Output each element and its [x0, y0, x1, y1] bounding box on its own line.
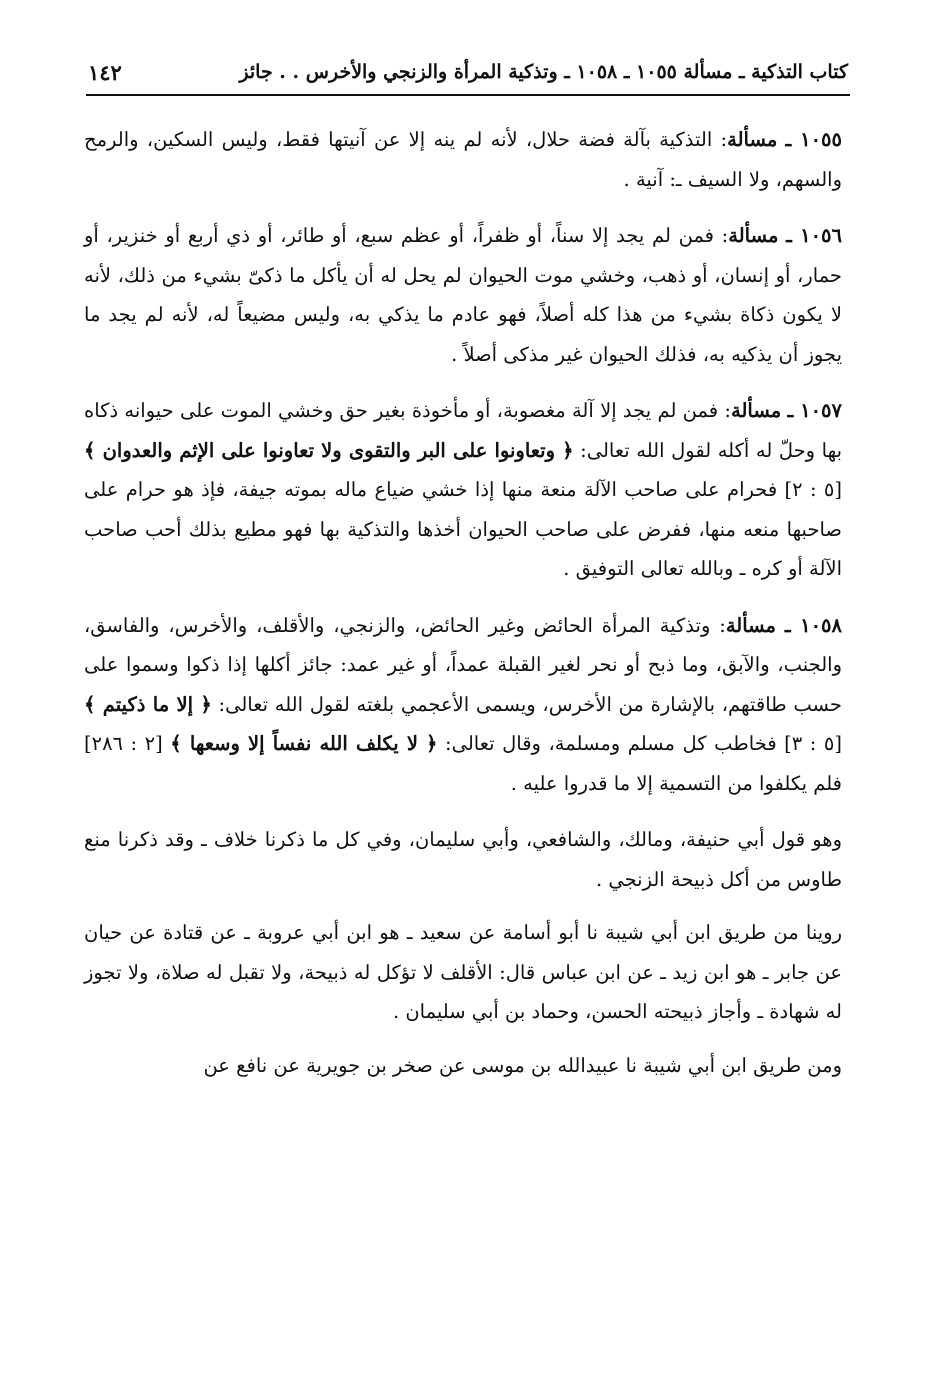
issue-label: مسألة [727, 128, 778, 151]
paragraph-text: : فمن لم يجد إلا آلة مغصوبة، أو مأخوذة بغير حق وخشي الموت على حيوانه ذكاه بها وحلّ له أكله لقول الله تعالى: [84, 399, 842, 462]
issue-label: مسألة [728, 224, 779, 247]
paragraph-text: وهو قول أبي حنيفة، ومالك، والشافعي، وأبي سليمان، وفي كل ما ذكرنا خلاف ـ وقد ذكرنا منع طاوس من أكل ذبيحة الزنجي . [84, 828, 842, 891]
issue-number: ١٠٥٧ ـ [787, 399, 842, 422]
paragraph-issue-1058 [84, 606, 842, 804]
quran-verse: ﴿ إلا ما ذكيتم ﴾ [84, 692, 212, 716]
page-header [88, 52, 848, 92]
paragraph-text: [٢ : ٢٨٦] فلم يكلفوا من التسمية إلا ما قدروا عليه . [84, 732, 842, 795]
paragraph-narration-1 [84, 913, 842, 1032]
paragraph-text: : فمن لم يجد إلا سناً، أو ظفراً، أو عظم سبع، أو طائر، أو ذي أربع أو خنزير، أو حمار، أو إنسان، أو ذهب، وخشي موت الحيوان لم يحل له أن يأكل ما ذكىّ بشيء من ذلك، لأنه لا يكون ذكاة بشيء من هذا كله أصلاً، فهو عادم ما يذكي به، وليس مضيعاً له، لأنه لم يجد ما يجوز أن يذكيه به، فذلك الحيوان غير مذكى أصلاً . [84, 224, 842, 366]
issue-number: ١٠٥٦ ـ [786, 224, 842, 247]
page-number: ١٤٢ [88, 59, 122, 85]
paragraph-issue-1056 [84, 216, 842, 374]
paragraph-issue-1057 [84, 391, 842, 589]
paragraph-text: [٥ : ٢] فحرام على صاحب الآلة منعة منها إذا خشي ضياع ماله بموته جيفة، فإذ هو حرام على صاحبها منعه منها، ففرض على صاحب الحيوان أخذها والتذكية بها فهو مطيع بذلك أحب صاحب الآلة أو كره ـ وبالله تعالى التوفيق . [84, 478, 842, 580]
quran-verse: ﴿ وتعاونوا على البر والتقوى ولا تعاونوا على الإثم والعدوان ﴾ [84, 438, 574, 462]
running-title: كتاب التذكية ـ مسألة ١٠٥٥ ـ ١٠٥٨ ـ وتذكية المرأة والزنجي والأخرس . . جائز [239, 61, 848, 83]
issue-number: ١٠٥٥ ـ [785, 128, 842, 151]
issue-number: ١٠٥٨ ـ [784, 613, 842, 637]
issue-label: مسألة [731, 399, 782, 422]
paragraph-narration-2 [84, 1046, 842, 1086]
page-body [84, 120, 842, 1102]
paragraph-text: : التذكية بآلة فضة حلال، لأنه لم ينه إلا عن آنيتها فقط، وليس السكين، والرمح والسهم، ولا السيف ـ: آنية . [84, 128, 842, 191]
paragraph-text: : وتذكية المرأة الحائض وغير الحائض، والزنجي، والأقلف، والأخرس، والفاسق، والجنب، والآبق، وما ذبح أو نحر لغير القبلة عمداً، أو غير عمد: جائز أكلها إذا ذكوا وسموا على حسب طاقتهم، بالإشارة من الأخرس، ويسمى الأعجمي بلغته لقول الله تعالى: [84, 613, 842, 716]
paragraph-opinions [84, 820, 842, 899]
quran-verse: ﴿ لا يكلف الله نفساً إلا وسعها ﴾ [170, 732, 438, 755]
paragraph-text: ومن طريق ابن أبي شيبة نا عبيدالله بن موسى عن صخر بن جويرية عن نافع عن [203, 1053, 842, 1077]
paragraph-text: روينا من طريق ابن أبي شيبة نا أبو أسامة عن سعيد ـ هو ابن أبي عروبة ـ عن قتادة عن حيان عن جابر ـ هو ابن زيد ـ عن ابن عباس قال: الأقلف لا تؤكل له ذبيحة، ولا تقبل له صلاة، ولا تجوز له شهادة ـ وأجاز ذبيحته الحسن، وحماد بن أبي سليمان . [84, 921, 842, 1023]
issue-label: مسألة [725, 613, 777, 637]
paragraph-issue-1055 [84, 120, 842, 199]
header-rule [86, 94, 850, 96]
paragraph-text: [٥ : ٣] فخاطب كل مسلم ومسلمة، وقال تعالى: [445, 732, 842, 755]
